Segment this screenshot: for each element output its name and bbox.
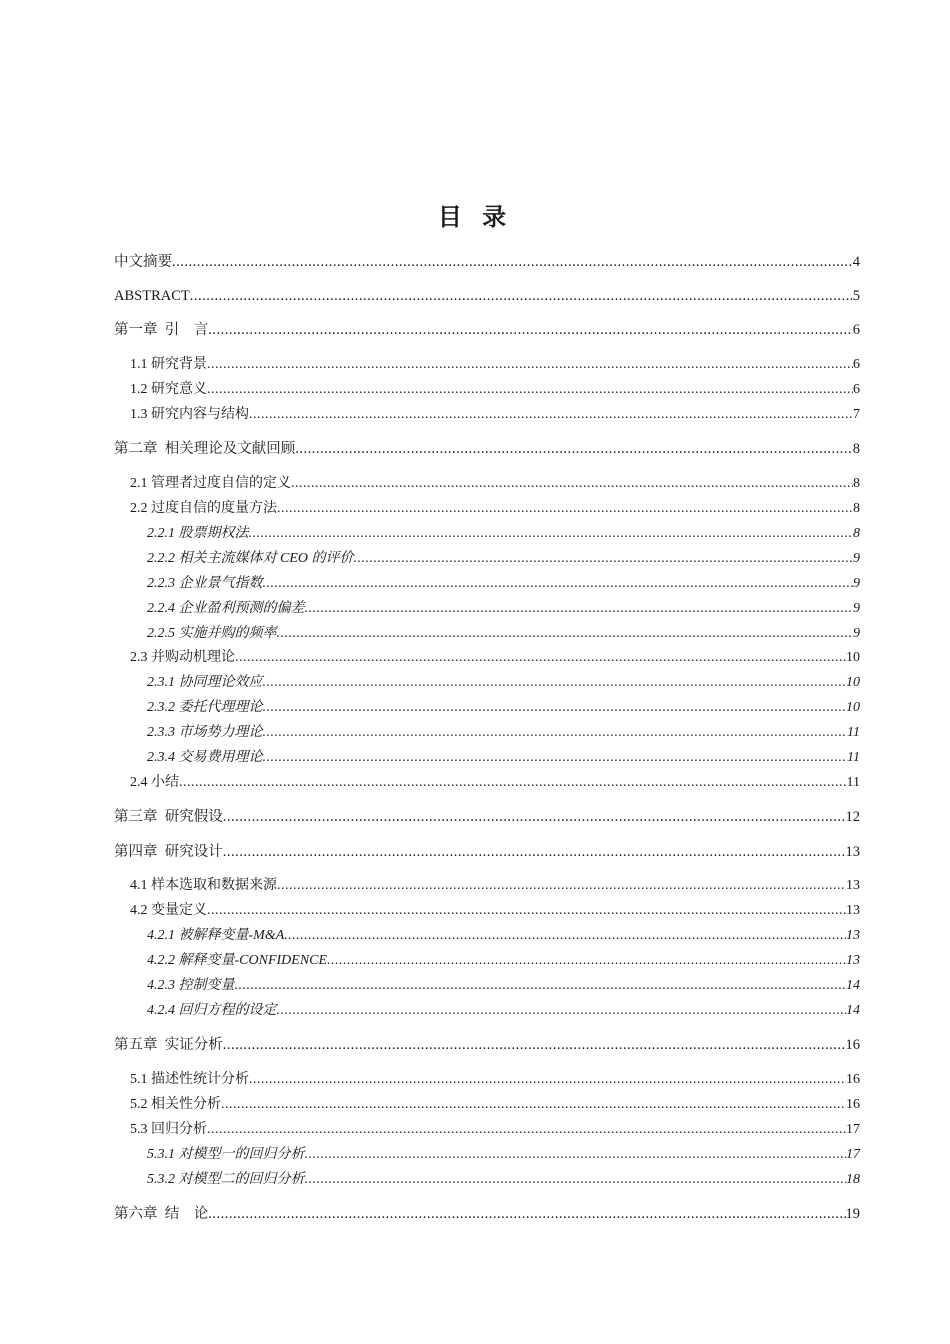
dot-leader	[208, 1204, 845, 1224]
toc-entry[interactable]	[147, 1145, 860, 1165]
toc-entry-title: 市场势力理论	[175, 725, 263, 740]
toc-entry[interactable]	[147, 723, 860, 743]
toc-entry-title: 中文摘要	[114, 254, 172, 270]
toc-entry[interactable]	[114, 286, 860, 306]
toc-entry-title: 企业景气指数	[175, 576, 263, 591]
toc-entry-number: 第三章	[114, 809, 158, 825]
toc-entry-number: 1.1	[130, 357, 148, 372]
toc-entry-title: 对模型二的回归分析	[175, 1172, 305, 1187]
toc-entry[interactable]	[147, 673, 860, 693]
dot-leader	[249, 405, 853, 425]
toc-entry-page-number: 12	[845, 809, 860, 825]
toc-entry-title: 对模型一的回归分析	[175, 1147, 305, 1162]
dot-leader	[263, 698, 847, 718]
toc-entry-page-number: 4	[852, 254, 860, 270]
toc-entry-number: 4.2.4	[147, 1003, 175, 1018]
dot-leader	[263, 723, 848, 743]
toc-entry-number: 2.3.4	[147, 750, 175, 765]
toc-entry-page-number: 16	[846, 1097, 860, 1112]
toc-entry[interactable]	[130, 499, 860, 519]
toc-entry-page-number: 13	[846, 878, 860, 893]
toc-entry-number: 4.2	[130, 903, 148, 918]
toc-entry-page-number: 8	[853, 526, 860, 541]
toc-entry-page-number: 17	[846, 1122, 860, 1137]
dot-leader	[263, 574, 854, 594]
dot-leader	[190, 286, 853, 306]
toc-entry-number: 2.3.1	[147, 675, 175, 690]
toc-entry[interactable]	[147, 1001, 860, 1021]
toc-heading: 目 录	[437, 203, 513, 231]
toc-entry-page-number: 19	[845, 1206, 860, 1222]
toc-entry-page-number: 6	[853, 357, 860, 372]
toc-entry-title: 研究设计	[157, 844, 223, 860]
toc-entry-title: 样本选取和数据来源	[147, 878, 277, 893]
dot-leader	[223, 842, 846, 862]
toc-entry[interactable]	[130, 901, 860, 921]
dot-leader	[305, 1170, 847, 1190]
toc-entry-page-number: 11	[846, 775, 860, 790]
dot-leader	[277, 499, 853, 519]
toc-entry-number: 5.2	[130, 1097, 148, 1112]
toc-entry-page-number: 16	[845, 1037, 860, 1053]
toc-entry-number: 5.3.2	[147, 1172, 175, 1187]
toc-entry[interactable]	[147, 624, 860, 644]
toc-entry-page-number: 17	[846, 1147, 860, 1162]
toc-entry-number: 2.2.2	[147, 551, 175, 566]
toc-entry-number: 1.3	[130, 407, 148, 422]
toc-entry-title: 过度自信的度量方法	[147, 501, 277, 516]
dot-leader	[291, 474, 853, 494]
toc-entry-title: 并购动机理论	[147, 650, 235, 665]
toc-entry-number: 第二章	[114, 441, 158, 457]
toc-entry-page-number: 6	[853, 382, 860, 397]
toc-entry-number: 第一章	[114, 322, 158, 338]
toc-entry-page-number: 7	[853, 407, 860, 422]
dot-leader	[208, 320, 853, 340]
toc-entry-page-number: 8	[852, 441, 860, 457]
dot-leader	[235, 976, 847, 996]
toc-entry-page-number: 5	[852, 288, 860, 304]
toc-entry-number: 2.2	[130, 501, 148, 516]
toc-entry-page-number: 9	[853, 576, 860, 591]
toc-entry[interactable]	[147, 698, 860, 718]
toc-entry-title: 研究内容与结构	[147, 407, 249, 422]
toc-entry-page-number: 10	[846, 700, 860, 715]
toc-entry[interactable]	[147, 951, 860, 971]
toc-entry-page-number: 9	[853, 551, 860, 566]
toc-entry-page-number: 13	[846, 953, 860, 968]
toc-entry-number: 5.3	[130, 1122, 148, 1137]
dot-leader	[263, 673, 847, 693]
toc-entry-number: 第五章	[114, 1037, 158, 1053]
toc-entry-page-number: 13	[845, 844, 860, 860]
toc-entry-number: 2.2.1	[147, 526, 175, 541]
toc-entry-title: 控制变量	[175, 978, 235, 993]
dot-leader	[207, 355, 853, 375]
toc-entry-number: 2.1	[130, 476, 148, 491]
dot-leader	[277, 876, 846, 896]
toc-entry-page-number: 9	[853, 626, 860, 641]
toc-entry-page-number: 13	[846, 928, 860, 943]
dot-leader	[277, 1001, 847, 1021]
toc-entry-number: 2.2.5	[147, 626, 175, 641]
toc-entry-number: 4.2.2	[147, 953, 175, 968]
toc-entry[interactable]	[114, 1035, 860, 1055]
toc-entry[interactable]	[147, 926, 860, 946]
toc-entry[interactable]	[114, 252, 860, 272]
dot-leader	[179, 773, 847, 793]
toc-entry[interactable]	[147, 748, 860, 768]
toc-entry-title: 交易费用理论	[175, 750, 263, 765]
toc-entry-title: 相关理论及文献回顾	[157, 441, 296, 457]
toc-entry[interactable]	[130, 1120, 860, 1140]
toc-entry-page-number: 13	[846, 903, 860, 918]
toc-entry[interactable]	[147, 976, 860, 996]
toc-entry-title: 企业盈利预测的偏差	[175, 601, 305, 616]
dot-leader	[223, 1035, 846, 1055]
toc-entry-page-number: 16	[846, 1072, 860, 1087]
toc-entry-title: ABSTRACT	[114, 288, 190, 304]
toc-entry-title: 结 论	[157, 1206, 209, 1222]
toc-entry[interactable]	[114, 842, 860, 862]
dot-leader	[354, 549, 854, 569]
toc-entry-number: 2.2.4	[147, 601, 175, 616]
toc-entry-page-number: 11	[847, 750, 860, 765]
toc-entry[interactable]	[130, 773, 860, 793]
toc-entry[interactable]	[147, 549, 860, 569]
toc-entry[interactable]	[130, 405, 860, 425]
dot-leader	[249, 524, 854, 544]
toc-entry[interactable]	[147, 599, 860, 619]
toc-entry[interactable]	[114, 807, 860, 827]
toc-entry[interactable]	[147, 574, 860, 594]
toc-entry-number: 4.2.3	[147, 978, 175, 993]
toc-entry-title: 实施并购的频率	[175, 626, 277, 641]
toc-entry-page-number: 6	[852, 322, 860, 338]
dot-leader	[305, 1145, 847, 1165]
toc-entry-title: 被解释变量-M&A	[175, 928, 285, 943]
toc-entry[interactable]	[114, 320, 860, 340]
toc-entry-title: 变量定义	[147, 903, 207, 918]
toc-entry-title: 管理者过度自信的定义	[147, 476, 291, 491]
toc-entry[interactable]	[130, 380, 860, 400]
toc-entry-title: 研究假设	[157, 809, 223, 825]
toc-entry-number: 2.3.3	[147, 725, 175, 740]
toc-entry-number: 2.2.3	[147, 576, 175, 591]
toc-entry[interactable]	[130, 1095, 860, 1115]
dot-leader	[284, 926, 846, 946]
toc-entry-title: 解释变量-CONFIDENCE	[175, 953, 328, 968]
toc-entry[interactable]	[114, 1204, 860, 1224]
toc-entry-page-number: 18	[846, 1172, 860, 1187]
toc-entry-number: 2.4	[130, 775, 148, 790]
toc-entry-number: 4.2.1	[147, 928, 175, 943]
toc-entry-title: 小结	[147, 775, 179, 790]
toc-entry-page-number: 14	[846, 978, 860, 993]
toc-entry-number: 2.3.2	[147, 700, 175, 715]
toc-entry[interactable]	[130, 355, 860, 375]
toc-entry-number: 第四章	[114, 844, 158, 860]
toc-entry-title: 相关性分析	[147, 1097, 221, 1112]
toc-entry-number: 第六章	[114, 1206, 158, 1222]
dot-leader	[221, 1095, 846, 1115]
toc-entry-page-number: 8	[853, 501, 860, 516]
dot-leader	[172, 252, 853, 272]
toc-entry-page-number: 14	[846, 1003, 860, 1018]
dot-leader	[295, 439, 853, 459]
toc-entry[interactable]	[130, 876, 860, 896]
toc-entry[interactable]	[130, 474, 860, 494]
toc-entry-page-number: 10	[846, 650, 860, 665]
toc-entry[interactable]	[130, 1070, 860, 1090]
dot-leader	[249, 1070, 846, 1090]
toc-entry-title: 研究背景	[147, 357, 207, 372]
toc-entry-number: 5.3.1	[147, 1147, 175, 1162]
toc-entry-page-number: 9	[853, 601, 860, 616]
dot-leader	[207, 901, 846, 921]
toc-entry[interactable]	[130, 648, 860, 668]
toc-entry-page-number: 11	[847, 725, 860, 740]
toc-entry-title: 股票期权法	[175, 526, 249, 541]
toc-entry[interactable]	[147, 524, 860, 544]
toc-entry[interactable]	[147, 1170, 860, 1190]
dot-leader	[207, 1120, 846, 1140]
toc-entry-title: 引 言	[157, 322, 209, 338]
toc-entry[interactable]	[114, 439, 860, 459]
dot-leader	[327, 951, 846, 971]
dot-leader	[263, 748, 848, 768]
toc-entry-title: 协同理论效应	[175, 675, 263, 690]
toc-entry-page-number: 8	[853, 476, 860, 491]
toc-entry-number: 5.1	[130, 1072, 148, 1087]
toc-entry-title: 研究意义	[147, 382, 207, 397]
dot-leader	[235, 648, 846, 668]
toc-entry-page-number: 10	[846, 675, 860, 690]
toc-entry-number: 2.3	[130, 650, 148, 665]
toc-entry-title: 回归分析	[147, 1122, 207, 1137]
toc-entry-title: 实证分析	[157, 1037, 223, 1053]
dot-leader	[207, 380, 853, 400]
toc-entry-title: 描述性统计分析	[147, 1072, 249, 1087]
dot-leader	[305, 599, 854, 619]
dot-leader	[223, 807, 846, 827]
toc-entry-number: 4.1	[130, 878, 148, 893]
toc-entry-title: 委托代理理论	[175, 700, 263, 715]
toc-entry-number: 1.2	[130, 382, 148, 397]
toc-entry-title: 回归方程的设定	[175, 1003, 277, 1018]
dot-leader	[277, 624, 854, 644]
toc-entry-title: 相关主流媒体对 CEO 的评价	[175, 551, 354, 566]
